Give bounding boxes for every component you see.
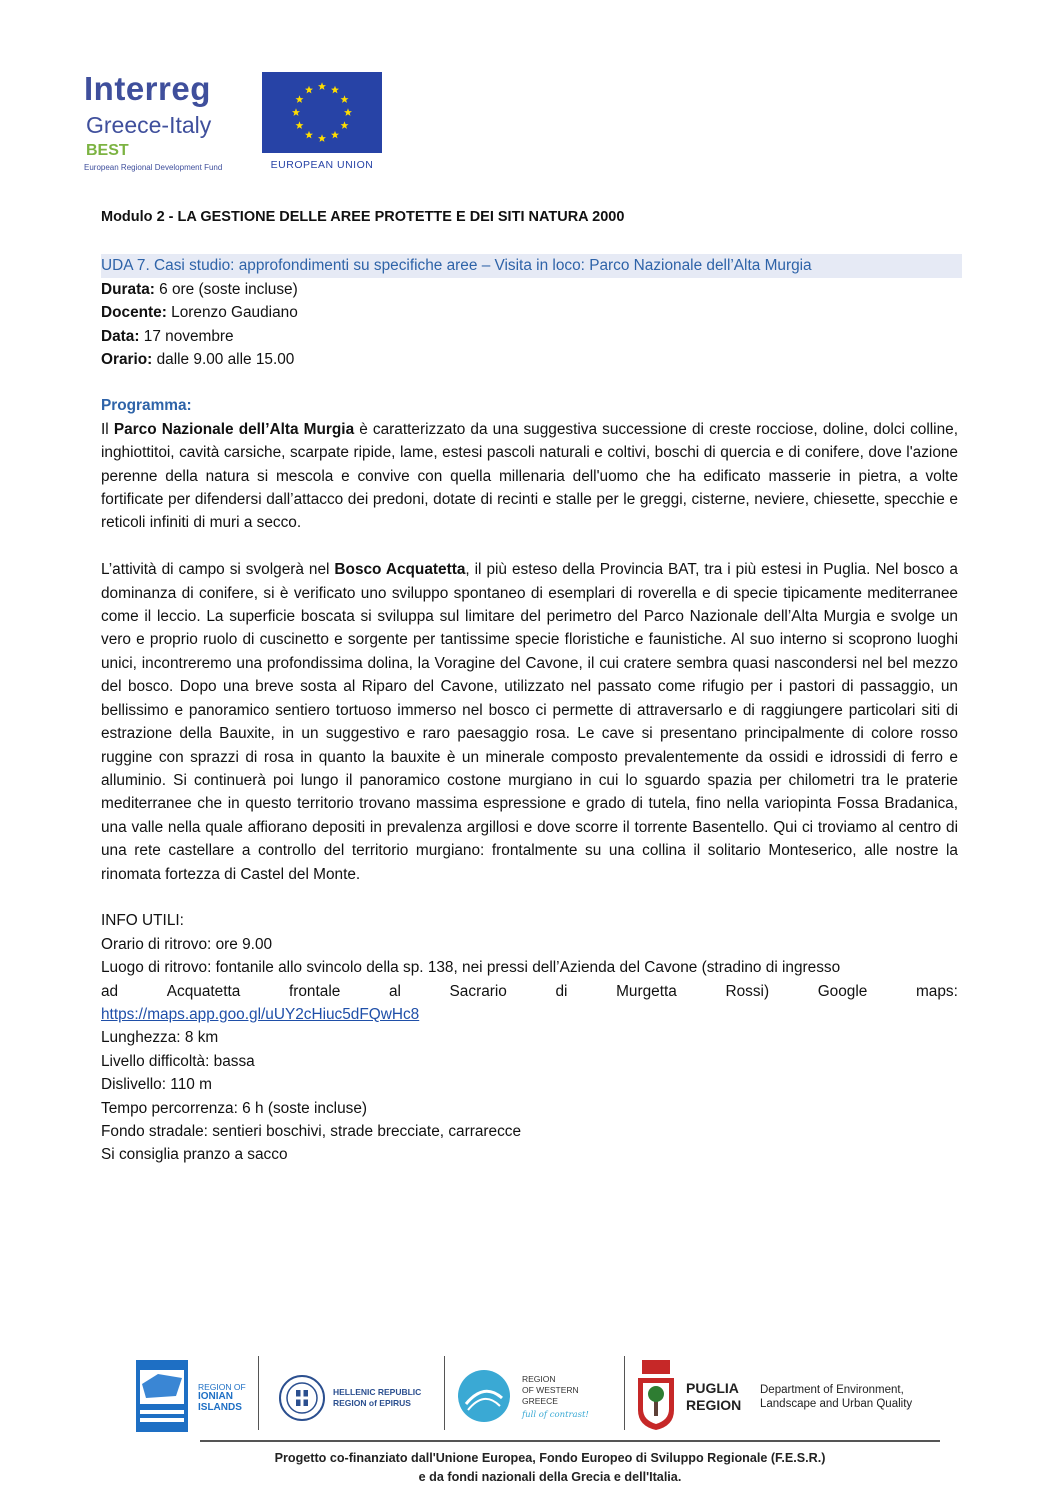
lunghezza-label: Lunghezza: [101, 1029, 185, 1047]
epirus-logo [278, 1352, 438, 1436]
info-luogo-line1: Luogo di ritrovo: fontanile allo svincolo della sp. 138, nei pressi dell’Azienda del Cavone (stradino di ingresso [101, 959, 841, 977]
ionian-islands-logo [136, 1352, 251, 1436]
eu-star-icon [341, 121, 349, 129]
uda-title: UDA 7. Casi studio: approfondimenti su specifiche aree – Visita in loco: Parco Nazionale dell’Alta Murgia [101, 254, 962, 277]
info-dislivello [101, 1073, 958, 1096]
wg-tagline: full of contrast! [522, 1410, 589, 1420]
difficolta-value: bassa [213, 1052, 255, 1070]
lunghezza-value: 8 km [184, 1029, 219, 1047]
eu-star-icon [331, 131, 339, 139]
cofinancing-line-2: e da fondi nazionali della Grecia e dell'Italia. [418, 1470, 682, 1484]
interreg-region-name: Greece-Italy [86, 112, 212, 138]
p2-text: , il più esteso della Provincia BAT, tra i più estesi in Puglia. Nel bosco a dominanza di conifere, si è verificato uno sviluppo spontaneo di esemplari di roverella e di specie tipicamente mediterranee come il leccio. La superficie boscata si sviluppa sul limitare del perimetro del Parco Nazionale dell’Alta Murgia e svolge un vero e proprio ruolo di cuscinetto e sorgente per tantissime specie floristiche e faunistiche. Al suo interno si scoprono luoghi unici, incontreremo una profondissima dolina, la Voragine del Cavone, il cui cratere sembra quasi nascondersi nel bel mezzo del bosco. Dopo una breve sosta al Riparo del Cavone, utilizzato nel passato come rifugio per i pastori di passaggio, un bellissimo e panoramico sentiero tortuoso immerso nel bosco ci permette di attraversarlo e di raggiungere particolari siti di estrazione della Bauxite, in un suggestivo e raro paesaggio rosa. Le cave si presentano principalmente di colore rosso ruggine con sprazzi di rosa in quanto la bauxite è un minerale composto prevalentemente da ossidi e idrossidi di ferro e alluminio. Si continuerà poi lungo il panoramico costone murgiano in cui lo sguardo spazia per chilometri tra le praterie mediterranee che in questo territorio trovano massima espressione e grado di tutela, fino nella variopinta Fossa Bradanica, una valle nella quale affiorano depositi in prevalenza argillosi e dove scorre il torrente Basentello. Qui ci troviamo al centro di una rete castellare a controllo del territorio murgiano: frontalmente su una collina il solitario Monteserico, alle nostre la rinomata fortezza di Castel del Monte. [101, 561, 958, 883]
p1-text: è caratterizzato da una suggestiva successione di creste rocciose, doline, dolci colline, inghiottitoi, cavità carsiche, scarpate ripide, lame, estesi pascoli naturali e coltivi, boschi di quercia e di conifere, dove l'azione perenne della natura si mescola e convive con quella millenaria dell'uomo che ha edificato masserie in pietra, a volte fortificate per difendersi dall’attacco dei predoni, dotate di recinti e stalle per le greggi, cisterne, neviere, chiesette, specchie e reticoli infiniti di muri a secco. [101, 420, 958, 532]
hellenic-emblem-icon [278, 1374, 326, 1422]
eu-star-icon [305, 131, 313, 139]
puglia-label-1: PUGLIA [686, 1380, 739, 1396]
luogo-word: frontale [288, 982, 341, 1000]
luogo-word: Sacrario [449, 982, 507, 1000]
logo-separator [444, 1356, 445, 1430]
eu-caption: EUROPEAN UNION [270, 159, 374, 171]
eu-star-icon [295, 121, 303, 129]
docente-label: Docente: [101, 304, 167, 322]
info-difficolta [101, 1050, 958, 1073]
interreg-fund-caption: European Regional Development Fund [84, 163, 223, 172]
field-orario [101, 348, 958, 371]
eu-star-icon [295, 95, 303, 103]
luogo-word: di [555, 982, 568, 1000]
info-heading: INFO UTILI: [101, 912, 184, 930]
orario-label: Orario: [101, 351, 153, 369]
info-tempo: Tempo percorrenza: 6 h (soste incluse) [101, 1099, 368, 1117]
info-lunghezza [101, 1026, 958, 1049]
ionian-label-3: ISLANDS [198, 1402, 242, 1413]
field-durata [101, 278, 958, 301]
luogo-word: al [388, 982, 401, 1000]
footer-divider [200, 1440, 940, 1442]
luogo-word: Google [817, 982, 868, 1000]
eu-star-icon [341, 95, 349, 103]
document-body [101, 206, 958, 1167]
wg-label-2: OF WESTERN [522, 1385, 579, 1395]
dislivello-label: Dislivello: [101, 1076, 171, 1094]
info-luogo-line2 [101, 980, 958, 1003]
puglia-region-logo [636, 1352, 936, 1436]
p1-park-name: Parco Nazionale dell’Alta Murgia [113, 420, 355, 438]
western-greece-logo [456, 1352, 616, 1436]
google-maps-link[interactable]: https://maps.app.goo.gl/uUY2cHiuc5dFQwHc8 [101, 1005, 420, 1023]
durata-value: 6 ore (soste incluse) [154, 280, 298, 298]
luogo-word: Acquatetta [166, 982, 241, 1000]
logo-separator [624, 1356, 625, 1430]
eu-star-icon [305, 86, 313, 94]
western-greece-emblem-icon [456, 1368, 512, 1424]
interreg-logo [84, 70, 384, 174]
eu-stars-icon [262, 72, 382, 153]
info-fondo: Fondo stradale: sentieri boschivi, strade brecciate, carrarecce [101, 1123, 522, 1140]
luogo-word: ad [101, 982, 119, 1000]
wg-label-1: REGION [522, 1374, 556, 1384]
dislivello-value: 110 m [170, 1076, 212, 1094]
eu-star-icon [292, 108, 300, 116]
docente-value: Lorenzo Gaudiano [166, 304, 298, 322]
puglia-dept-line1: Department of Environment, [760, 1384, 904, 1396]
data-label: Data: [101, 327, 140, 345]
ionian-islands-emblem-icon [136, 1360, 188, 1432]
interreg-project-name: BEST [86, 142, 129, 159]
programma-paragraph-1 [101, 418, 958, 535]
difficolta-label: Livello difficoltà: [101, 1052, 214, 1070]
durata-label: Durata: [101, 280, 155, 298]
puglia-coat-of-arms-icon [636, 1360, 676, 1432]
field-data [101, 325, 958, 348]
eu-star-icon [318, 82, 326, 90]
p2-intro: L’attività di campo si svolgerà nel [101, 561, 335, 579]
module-title: Modulo 2 - LA GESTIONE DELLE AREE PROTETTE E DEI SITI NATURA 2000 [101, 209, 625, 225]
field-docente [101, 301, 958, 324]
orario-value: dalle 9.00 alle 15.00 [152, 351, 295, 369]
ionian-label-1: REGION OF [198, 1382, 246, 1392]
epirus-label-1: HELLENIC REPUBLIC [333, 1387, 422, 1397]
programma-paragraph-2 [101, 558, 958, 886]
luogo-word: Murgetta [616, 982, 677, 1000]
luogo-word: Rossi) [725, 982, 770, 1000]
puglia-dept-line2: Landscape and Urban Quality [760, 1398, 913, 1410]
info-orario-ritrovo: Orario di ritrovo: ore 9.00 [101, 935, 273, 953]
eu-star-icon [318, 134, 326, 142]
info-pranzo: Si consiglia pranzo a sacco [101, 1146, 288, 1164]
wg-label-3: GREECE [522, 1396, 558, 1406]
puglia-label-2: REGION [686, 1397, 742, 1413]
eu-star-icon [344, 108, 352, 116]
interreg-wordmark: Interreg [84, 70, 211, 107]
p1-intro: Il [101, 420, 114, 438]
p2-wood-name: Bosco Acquatetta [334, 561, 466, 579]
luogo-word: maps: [915, 982, 958, 1000]
data-value: 17 novembre [139, 327, 234, 345]
programma-heading: Programma: [101, 397, 192, 415]
cofinancing-statement [120, 1449, 980, 1487]
partner-logos [136, 1352, 936, 1442]
cofinancing-line-1: Progetto co-finanziato dall'Unione Europea, Fondo Europeo di Sviluppo Regionale (F.E.S.R.) [274, 1451, 826, 1465]
logo-separator [258, 1356, 259, 1430]
eu-flag-icon [262, 72, 382, 153]
ionian-label-2: IONIAN [198, 1391, 233, 1402]
eu-star-icon [331, 86, 339, 94]
epirus-label-2: REGION of EPIRUS [333, 1398, 411, 1408]
